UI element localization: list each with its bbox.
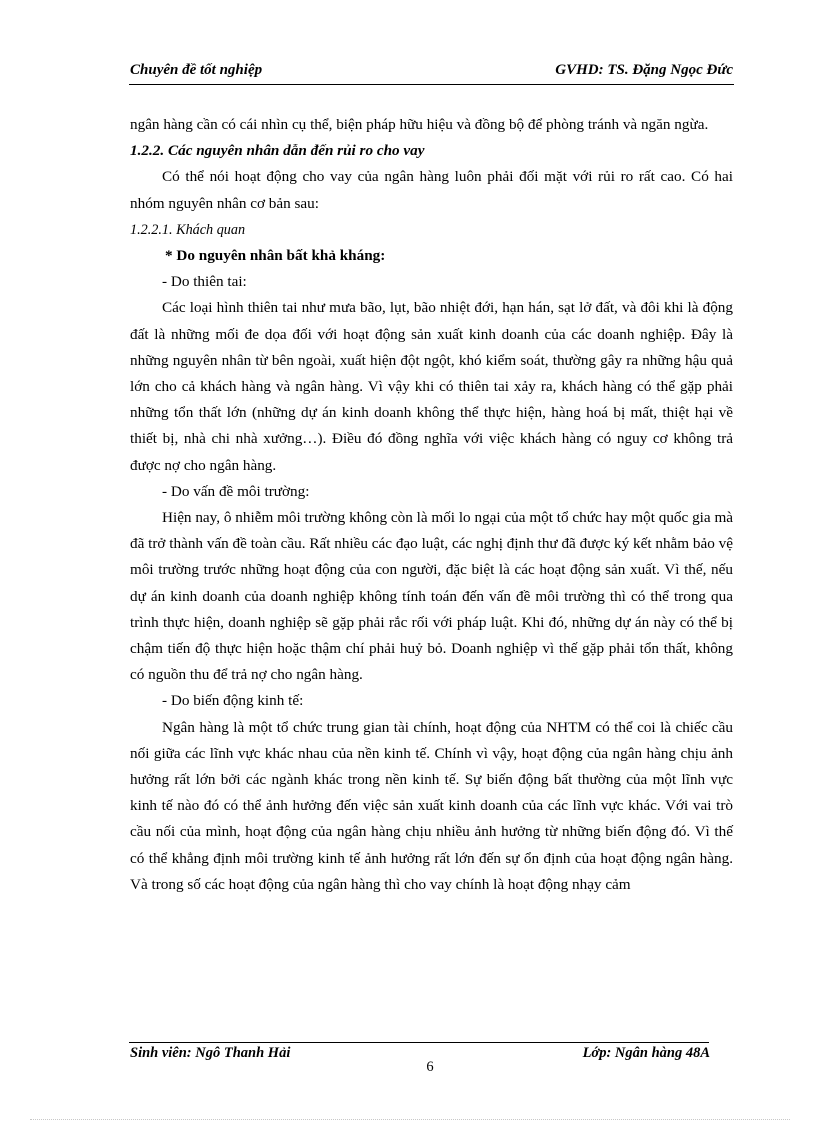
page-number: 6: [426, 1059, 434, 1075]
header-rule: [129, 84, 734, 85]
section-heading: 1.2.2. Các nguyên nhân dẫn đến rủi ro cho vay: [130, 142, 425, 160]
footer-rule: [129, 1042, 709, 1043]
environment-label: - Do vấn đề môi trường:: [162, 482, 310, 500]
page-body: [130, 112, 733, 898]
intro-paragraph: ngân hàng cần có cái nhìn cụ thể, biện pháp hữu hiệu và đồng bộ để phòng tránh và ngăn ngừa.: [130, 116, 709, 133]
footer-student: Sinh viên: Ngô Thanh Hải: [130, 1045, 291, 1061]
page-bottom-dotted-border: [30, 1119, 790, 1120]
environment-paragraph: Hiện nay, ô nhiễm môi trường không còn là mối lo ngại của một tổ chức hay một quốc gia mà đã trở thành vấn đề toàn cầu. Rất nhiều các đạo luật, các nghị định thư đã được ký kết nhằm bảo vệ môi trường trước những hoạt động của con người, đặc biệt là các hoạt động sản xuất. Vì thế, nếu dự án kinh doanh của doanh nghiệp không tính toán đến vấn đề môi trường thì có thể trong qua trình thực hiện, doanh nghiệp sẽ gặp phải rắc rối với pháp luật. Khi đó, những dự án này có thể bị chậm tiến độ thực hiện hoặc thậm chí phải huỷ bỏ. Doanh nghiệp vì thế gặp phải tổn thất, không có nguồn thu để trả nợ cho ngân hàng.: [130, 509, 733, 684]
force-majeure-heading: * Do nguyên nhân bất khả kháng:: [165, 247, 386, 265]
economic-paragraph: Ngân hàng là một tổ chức trung gian tài chính, hoạt động của NHTM có thể coi là chiếc cầu nối giữa các lĩnh vực khác nhau của nền kinh tế. Chính vì vậy, hoạt động của ngân hàng chịu ảnh hưởng rất lớn bởi các ngành khác trong nền kinh tế. Sự biến động bất thường của một lĩnh vực kinh tế nào đó có thể ảnh hưởng đến việc sản xuất kinh doanh của các lĩnh vực khác. Với vai trò cầu nối của mình, hoạt động của ngân hàng chịu nhiều ảnh hưởng từ những biến động đó. Vì thế có thể khẳng định môi trường kinh tế ảnh hưởng rất lớn đến sự ổn định của hoạt động ngân hàng. Và trong số các hoạt động của ngân hàng thì cho vay chính là hoạt động nhạy cảm: [130, 718, 733, 893]
section-paragraph: Có thể nói hoạt động cho vay của ngân hàng luôn phải đối mặt với rủi ro rất cao. Có hai nhóm nguyên nhân cơ bản sau:: [130, 168, 733, 212]
header-advisor: GVHD: TS. Đặng Ngọc Đức: [555, 62, 733, 78]
header-document-title: Chuyên đề tốt nghiệp: [130, 62, 263, 78]
natural-disaster-paragraph: Các loại hình thiên tai như mưa bão, lụt, bão nhiệt đới, hạn hán, sạt lở đất, và đôi khi là động đất là những mối đe dọa đối với hoạt động sản xuất kinh doanh của các doanh nghiệp. Đây là những nguyên nhân từ bên ngoài, xuất hiện đột ngột, khó kiểm soát, thường gây ra những hậu quả lớn cho cả khách hàng và ngân hàng. Vì vậy khi có thiên tai xảy ra, khách hàng có thể gặp phải những tổn thất lớn (những dự án kinh doanh không thể thực hiện, hàng hoá bị mất, thiệt hại về thiết bị, nhà chi nhà xưởng…). Điều đó đồng nghĩa với việc khách hàng có nguy cơ không trả được nợ cho ngân hàng.: [130, 299, 733, 474]
footer-class: Lớp: Ngân hàng 48A: [582, 1045, 710, 1061]
natural-disaster-label: - Do thiên tai:: [162, 273, 247, 291]
subsection-heading: 1.2.2.1. Khách quan: [130, 221, 246, 238]
economic-label: - Do biến động kinh tế:: [162, 692, 304, 710]
page-header: [130, 62, 733, 84]
